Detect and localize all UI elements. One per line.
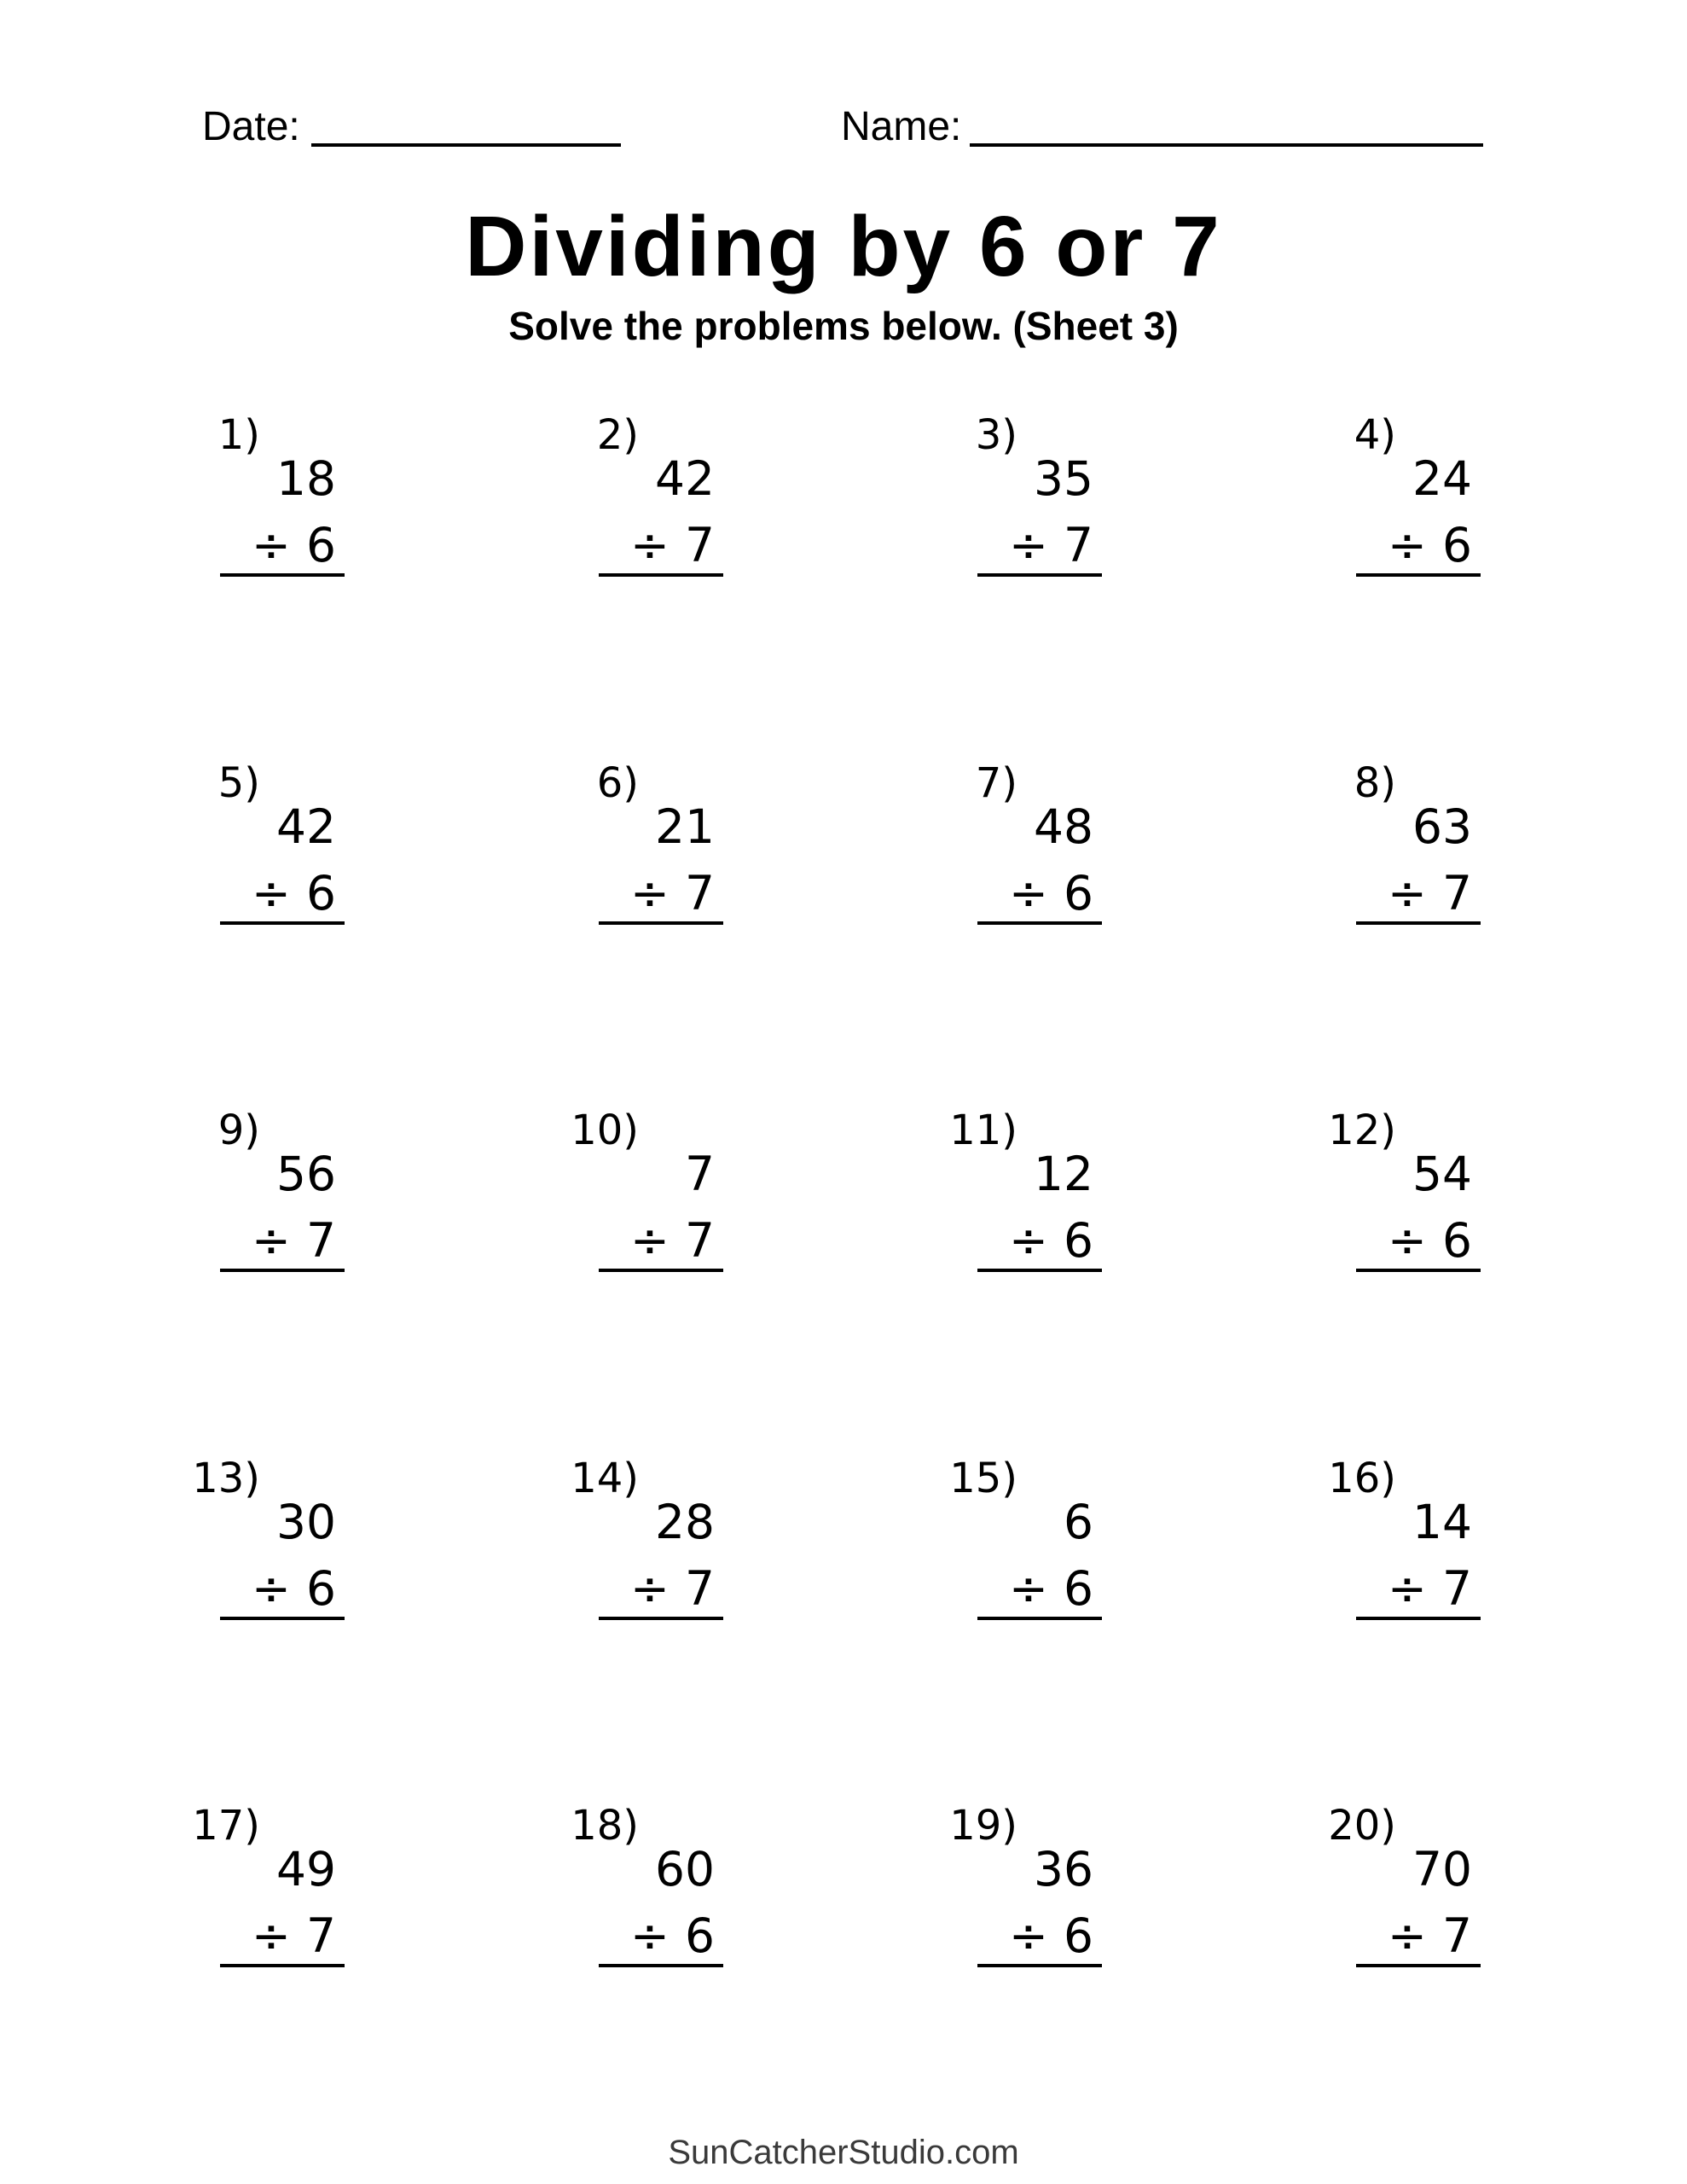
problem-number: 10) bbox=[571, 1107, 639, 1154]
problem-divisor: 7 bbox=[685, 518, 715, 572]
divide-icon: ÷ bbox=[251, 518, 291, 572]
problem-dividend: 35 bbox=[1034, 451, 1093, 506]
problem-divisor: 6 bbox=[1064, 866, 1093, 921]
problem-cell bbox=[596, 411, 723, 584]
divide-icon: ÷ bbox=[1008, 1213, 1048, 1268]
problem-cell bbox=[975, 759, 1102, 932]
problem-divisor-row bbox=[1296, 1213, 1472, 1268]
problem-divisor-row bbox=[539, 1561, 715, 1616]
problem-cell bbox=[571, 1802, 723, 1974]
answer-line bbox=[1356, 1964, 1481, 1967]
problem-divisor-row bbox=[539, 866, 715, 921]
footer-site-text: SunCatcherStudio.com bbox=[668, 2134, 1019, 2171]
problem-divisor: 7 bbox=[685, 1561, 715, 1616]
answer-line bbox=[977, 573, 1102, 577]
answer-line bbox=[977, 1964, 1102, 1967]
problem-number: 19) bbox=[949, 1802, 1017, 1850]
problem-cell bbox=[217, 411, 345, 584]
answer-line bbox=[599, 1964, 723, 1967]
problem-divisor: 6 bbox=[1064, 1213, 1093, 1268]
answer-line bbox=[220, 1964, 345, 1967]
problem-divisor-row bbox=[160, 1213, 336, 1268]
problem-divisor: 7 bbox=[685, 1213, 715, 1268]
problem-divisor-row bbox=[918, 1908, 1093, 1963]
problem-divisor-row bbox=[160, 1908, 336, 1963]
problem-divisor: 6 bbox=[1064, 1561, 1093, 1616]
problem-number: 3) bbox=[975, 411, 1017, 459]
problem-divisor: 7 bbox=[1442, 1561, 1472, 1616]
problem-divisor-row bbox=[539, 1213, 715, 1268]
problem-number: 12) bbox=[1328, 1107, 1396, 1154]
problem-number: 9) bbox=[217, 1107, 260, 1154]
divide-icon: ÷ bbox=[1387, 1908, 1427, 1963]
problem-divisor: 6 bbox=[1442, 518, 1472, 572]
answer-line bbox=[977, 1617, 1102, 1620]
divide-icon: ÷ bbox=[629, 1213, 670, 1268]
problem-divisor: 6 bbox=[306, 866, 336, 921]
divide-icon: ÷ bbox=[1387, 518, 1427, 572]
problem-divisor: 6 bbox=[306, 1561, 336, 1616]
problem-dividend: 21 bbox=[655, 799, 715, 854]
problem-dividend: 54 bbox=[1412, 1147, 1472, 1201]
answer-line bbox=[220, 921, 345, 925]
date-blank-line bbox=[311, 103, 621, 147]
problem-number: 17) bbox=[192, 1802, 260, 1850]
divide-icon: ÷ bbox=[629, 1561, 670, 1616]
answer-line bbox=[1356, 921, 1481, 925]
problem-number: 4) bbox=[1354, 411, 1396, 459]
problem-cell bbox=[192, 1802, 345, 1974]
problem-divisor-row bbox=[1296, 866, 1472, 921]
answer-line bbox=[599, 921, 723, 925]
problem-divisor-row bbox=[160, 866, 336, 921]
answer-line bbox=[1356, 1617, 1481, 1620]
problem-number: 6) bbox=[596, 759, 639, 807]
divide-icon: ÷ bbox=[251, 1908, 291, 1963]
problem-number: 11) bbox=[949, 1107, 1017, 1154]
problem-dividend: 48 bbox=[1034, 799, 1093, 854]
problem-dividend: 49 bbox=[276, 1842, 336, 1896]
problem-number: 1) bbox=[217, 411, 260, 459]
problem-dividend: 28 bbox=[655, 1495, 715, 1549]
divide-icon: ÷ bbox=[1387, 866, 1427, 921]
problem-dividend: 42 bbox=[276, 799, 336, 854]
problem-dividend: 42 bbox=[655, 451, 715, 506]
problem-divisor: 7 bbox=[1442, 866, 1472, 921]
problem-dividend: 6 bbox=[1064, 1495, 1093, 1549]
problem-divisor: 6 bbox=[306, 518, 336, 572]
problem-number: 14) bbox=[571, 1455, 639, 1502]
problem-cell bbox=[1328, 1455, 1481, 1627]
answer-line bbox=[220, 1617, 345, 1620]
problem-cell bbox=[975, 411, 1102, 584]
problem-dividend: 36 bbox=[1034, 1842, 1093, 1896]
problem-cell bbox=[949, 1802, 1102, 1974]
problem-cell bbox=[571, 1455, 723, 1627]
problem-cell bbox=[1328, 1107, 1481, 1279]
problem-number: 16) bbox=[1328, 1455, 1396, 1502]
problem-divisor: 7 bbox=[1064, 518, 1093, 572]
problem-dividend: 56 bbox=[276, 1147, 336, 1201]
problem-divisor-row bbox=[160, 1561, 336, 1616]
name-label: Name: bbox=[841, 104, 962, 149]
problem-divisor: 7 bbox=[1442, 1908, 1472, 1963]
divide-icon: ÷ bbox=[1387, 1213, 1427, 1268]
problem-dividend: 12 bbox=[1034, 1147, 1093, 1201]
problem-number: 20) bbox=[1328, 1802, 1396, 1850]
divide-icon: ÷ bbox=[629, 866, 670, 921]
name-blank-line bbox=[970, 103, 1483, 147]
divide-icon: ÷ bbox=[251, 1213, 291, 1268]
problem-divisor: 7 bbox=[685, 866, 715, 921]
divide-icon: ÷ bbox=[1008, 866, 1048, 921]
problem-dividend: 60 bbox=[655, 1842, 715, 1896]
page-subtitle: Solve the problems below. (Sheet 3) bbox=[508, 304, 1179, 348]
divide-icon: ÷ bbox=[629, 1908, 670, 1963]
problem-divisor-row bbox=[1296, 1908, 1472, 1963]
divide-icon: ÷ bbox=[1387, 1561, 1427, 1616]
problem-cell bbox=[1328, 1802, 1481, 1974]
problem-divisor-row bbox=[918, 1561, 1093, 1616]
answer-line bbox=[977, 921, 1102, 925]
problem-divisor-row bbox=[918, 518, 1093, 572]
problem-number: 7) bbox=[975, 759, 1017, 807]
divide-icon: ÷ bbox=[251, 866, 291, 921]
problem-number: 5) bbox=[217, 759, 260, 807]
problem-divisor: 7 bbox=[306, 1908, 336, 1963]
answer-line bbox=[1356, 1269, 1481, 1272]
problem-cell bbox=[192, 1455, 345, 1627]
problem-cell bbox=[949, 1107, 1102, 1279]
problem-number: 18) bbox=[571, 1802, 639, 1850]
problem-dividend: 70 bbox=[1412, 1842, 1472, 1896]
problem-divisor-row bbox=[918, 1213, 1093, 1268]
problem-number: 13) bbox=[192, 1455, 260, 1502]
problem-cell bbox=[1354, 411, 1481, 584]
divide-icon: ÷ bbox=[629, 518, 670, 572]
problem-cell bbox=[949, 1455, 1102, 1627]
problem-cell bbox=[217, 759, 345, 932]
answer-line bbox=[1356, 573, 1481, 577]
problem-divisor-row bbox=[1296, 1561, 1472, 1616]
problem-cell bbox=[217, 1107, 345, 1279]
divide-icon: ÷ bbox=[1008, 518, 1048, 572]
problem-dividend: 30 bbox=[276, 1495, 336, 1549]
problem-cell bbox=[1354, 759, 1481, 932]
divide-icon: ÷ bbox=[251, 1561, 291, 1616]
problem-cell bbox=[596, 759, 723, 932]
problem-number: 8) bbox=[1354, 759, 1396, 807]
page-title: Dividing by 6 or 7 bbox=[465, 199, 1222, 294]
problem-divisor: 6 bbox=[685, 1908, 715, 1963]
problem-dividend: 14 bbox=[1412, 1495, 1472, 1549]
answer-line bbox=[599, 1269, 723, 1272]
problem-dividend: 7 bbox=[685, 1147, 715, 1201]
answer-line bbox=[599, 573, 723, 577]
problem-dividend: 24 bbox=[1412, 451, 1472, 506]
problem-number: 2) bbox=[596, 411, 639, 459]
divide-icon: ÷ bbox=[1008, 1908, 1048, 1963]
problem-divisor: 7 bbox=[306, 1213, 336, 1268]
answer-line bbox=[220, 573, 345, 577]
problem-number: 15) bbox=[949, 1455, 1017, 1502]
answer-line bbox=[977, 1269, 1102, 1272]
problem-cell bbox=[571, 1107, 723, 1279]
problem-dividend: 18 bbox=[276, 451, 336, 506]
divide-icon: ÷ bbox=[1008, 1561, 1048, 1616]
answer-line bbox=[220, 1269, 345, 1272]
problem-dividend: 63 bbox=[1412, 799, 1472, 854]
problem-divisor-row bbox=[1296, 518, 1472, 572]
answer-line bbox=[599, 1617, 723, 1620]
problem-divisor-row bbox=[539, 1908, 715, 1963]
problem-divisor-row bbox=[539, 518, 715, 572]
problem-divisor: 6 bbox=[1064, 1908, 1093, 1963]
date-label: Date: bbox=[202, 104, 300, 149]
problem-divisor: 6 bbox=[1442, 1213, 1472, 1268]
problem-divisor-row bbox=[918, 866, 1093, 921]
problem-divisor-row bbox=[160, 518, 336, 572]
